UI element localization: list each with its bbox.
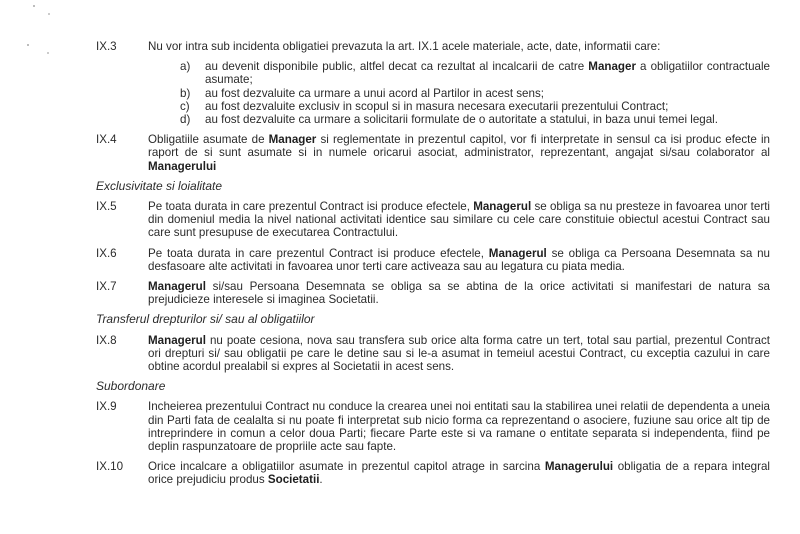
clause-number: IX.10 <box>96 460 124 474</box>
clause-ix4 <box>96 133 770 173</box>
clause-ix8 <box>96 334 770 374</box>
section-heading-subordonare: Subordonare <box>96 379 166 394</box>
section-heading-exclusivitate: Exclusivitate si loialitate <box>96 178 223 193</box>
clause-ix7 <box>96 280 770 306</box>
clause-text: Pe toata durata in care prezentul Contract isi produce efectele, Managerul se obliga ca Persoana Desemnata sa nu desfasoare alte activitati in favoarea unor terti care activeaza sau au legatura cu piata media. <box>148 246 771 273</box>
clause-number: IX.9 <box>96 400 117 414</box>
subclause-label: d) <box>180 113 191 127</box>
clause-number: IX.4 <box>96 133 117 147</box>
scan-speck <box>33 5 35 7</box>
subclause-text: au fost dezvaluite ca urmare a solicitarii formulate de o autoritate a statului, in baza unui temei legal. <box>205 113 718 127</box>
clause-number: IX.3 <box>96 40 117 53</box>
subclause-text: au fost dezvaluite exclusiv in scopul si in masura necesara executarii prezentului Contract; <box>205 99 669 113</box>
clause-number: IX.5 <box>96 200 117 214</box>
clause-ix3 <box>96 40 770 53</box>
subclause-text: au devenit disponibile public, altfel decat ca rezultat al incalcarii de catre Manager a obligatiilor contractuale asumate; <box>205 60 770 87</box>
clause-ix6 <box>96 247 770 273</box>
clause-text: Incheierea prezentului Contract nu conduce la crearea unei noi entitati sau la stabilirea unei relatii de dependenta a uneia din Parti fata de cealalta si nu poate fi interpretat sub nicio forma ca reprezentand o asociere, fuziune sau orice alt tip de intreprindere in comun a celor doua Parti; fiecare Parte este si va ramane o entitate separata si independenta, fiind pe deplin raspunzatoare de propriile acte sau fapte. <box>148 400 770 454</box>
subclause-label: c) <box>180 99 190 113</box>
subclause-label: b) <box>180 86 191 100</box>
clause-number: IX.6 <box>96 246 117 260</box>
clause-number: IX.7 <box>96 280 117 294</box>
subclause-d <box>180 113 770 126</box>
subclause-a <box>180 60 770 86</box>
subclause-label: a) <box>180 60 191 74</box>
scan-speck <box>48 13 50 15</box>
contract-page <box>96 40 770 494</box>
clause-text: Obligatiile asumate de Manager si reglementate in prezentul capitol, vor fi interpretate in sensul ca isi produc efecte in raport de si sunt asumate si in numele oricarui asociat, administrator, reprezentant, angajat si/sau colaborator al Managerului <box>148 133 770 173</box>
clause-text: Managerul nu poate cesiona, nova sau transfera sub orice alta forma catre un tert, total sau partial, prezentul Contract ori drepturi si/ sau obligatii pe care le detine sau si le-a asumat in temeiul acestui Contract, cu exceptia cazului in care obtine acordul prealabil si expres al Societatii in acest sens. <box>148 333 770 374</box>
clause-text: Managerul si/sau Persoana Desemnata se obliga sa se abtina de la orice activitati si manifestari de natura sa prejudicieze interesele si imaginea Societatii. <box>148 280 770 307</box>
clause-text: Pe toata durata in care prezentul Contract isi produce efectele, Managerul se obliga sa nu presteze in favoarea unor terti din domeniul media la nivel national activitati identice sau similare cu cele care constituie obiectul acestui Contract sau care sunt presupuse de executarea Contractului. <box>148 200 770 240</box>
clause-ix10 <box>96 460 770 486</box>
clause-number: IX.8 <box>96 333 117 347</box>
subclause-b <box>180 87 770 100</box>
scan-speck <box>27 44 29 46</box>
clause-text: Orice incalcare a obligatiilor asumate in prezentul capitol atrage in sarcina Managerului obligatia de a repara integral orice prejudiciu produs Societatii. <box>148 460 770 487</box>
subclause-c <box>180 100 770 113</box>
subclause-text: au fost dezvaluite ca urmare a unui acord al Partilor in acest sens; <box>205 86 544 100</box>
clause-ix5 <box>96 200 770 240</box>
section-heading-transferul: Transferul drepturilor si/ sau al obligatiilor <box>96 312 315 327</box>
clause-ix9 <box>96 400 770 453</box>
clause-text: Nu vor intra sub incidenta obligatiei prevazuta la art. IX.1 acele materiale, acte, date, informatii care: <box>148 40 661 53</box>
subclause-list-ix3 <box>180 60 770 126</box>
scan-speck <box>47 52 49 54</box>
